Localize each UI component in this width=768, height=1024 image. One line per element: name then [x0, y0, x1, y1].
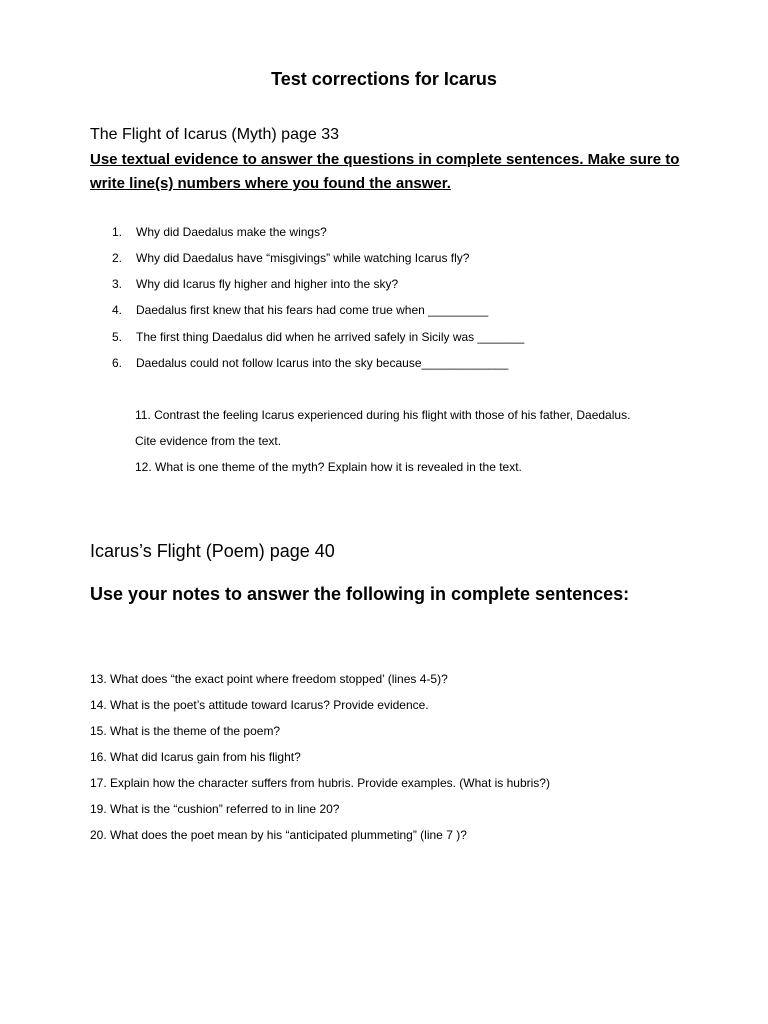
question-number: 3.: [112, 277, 123, 291]
question-text: The first thing Daedalus did when he arrived safely in Sicily was _______: [136, 330, 525, 344]
question-item: [112, 330, 524, 344]
question-12: 12. What is one theme of the myth? Explain how it is revealed in the text.: [135, 460, 522, 474]
myth-section-heading: The Flight of Icarus (Myth) page 33: [90, 126, 339, 143]
question-number: 6.: [112, 356, 123, 370]
question-11-line-2: Cite evidence from the text.: [135, 434, 282, 448]
question-number: 4.: [112, 303, 123, 317]
question-number: 1.: [112, 225, 123, 239]
question-item: [112, 225, 327, 239]
poem-question: 13. What does “the exact point where freedom stopped’ (lines 4-5)?: [90, 672, 448, 686]
poem-question: 17. Explain how the character suffers from hubris. Provide examples. (What is hubris?): [90, 776, 550, 790]
poem-instructions: Use your notes to answer the following in complete sentences:: [90, 584, 630, 604]
poem-question: 19. What is the “cushion” referred to in line 20?: [90, 802, 340, 816]
question-text: Daedalus could not follow Icarus into the sky because_____________: [136, 356, 509, 370]
document-title: Test corrections for Icarus: [271, 69, 497, 89]
poem-question: 14. What is the poet’s attitude toward Icarus? Provide evidence.: [90, 698, 429, 712]
question-item: [112, 277, 398, 291]
question-text: Daedalus first knew that his fears had come true when _________: [136, 303, 489, 317]
poem-section-heading: Icarus’s Flight (Poem) page 40: [90, 541, 335, 561]
question-text: Why did Icarus fly higher and higher into the sky?: [136, 277, 399, 291]
poem-question: 20. What does the poet mean by his “anticipated plummeting” (line 7 )?: [90, 828, 467, 842]
question-text: Why did Daedalus make the wings?: [136, 225, 327, 239]
poem-question: 16. What did Icarus gain from his flight?: [90, 750, 301, 764]
question-item: [112, 303, 488, 317]
question-item: [112, 356, 508, 370]
question-number: 5.: [112, 330, 123, 344]
question-text: Why did Daedalus have “misgivings” while watching Icarus fly?: [136, 251, 470, 265]
poem-question: 15. What is the theme of the poem?: [90, 724, 281, 738]
question-number: 2.: [112, 251, 123, 265]
myth-instructions: Use textual evidence to answer the questions in complete sentences. Make sure to write line(s) numbers where you found the answer.: [90, 151, 680, 192]
question-item: [112, 251, 469, 265]
question-11-line-1: 11. Contrast the feeling Icarus experienced during his flight with those of his father, Daedalus.: [135, 408, 631, 422]
